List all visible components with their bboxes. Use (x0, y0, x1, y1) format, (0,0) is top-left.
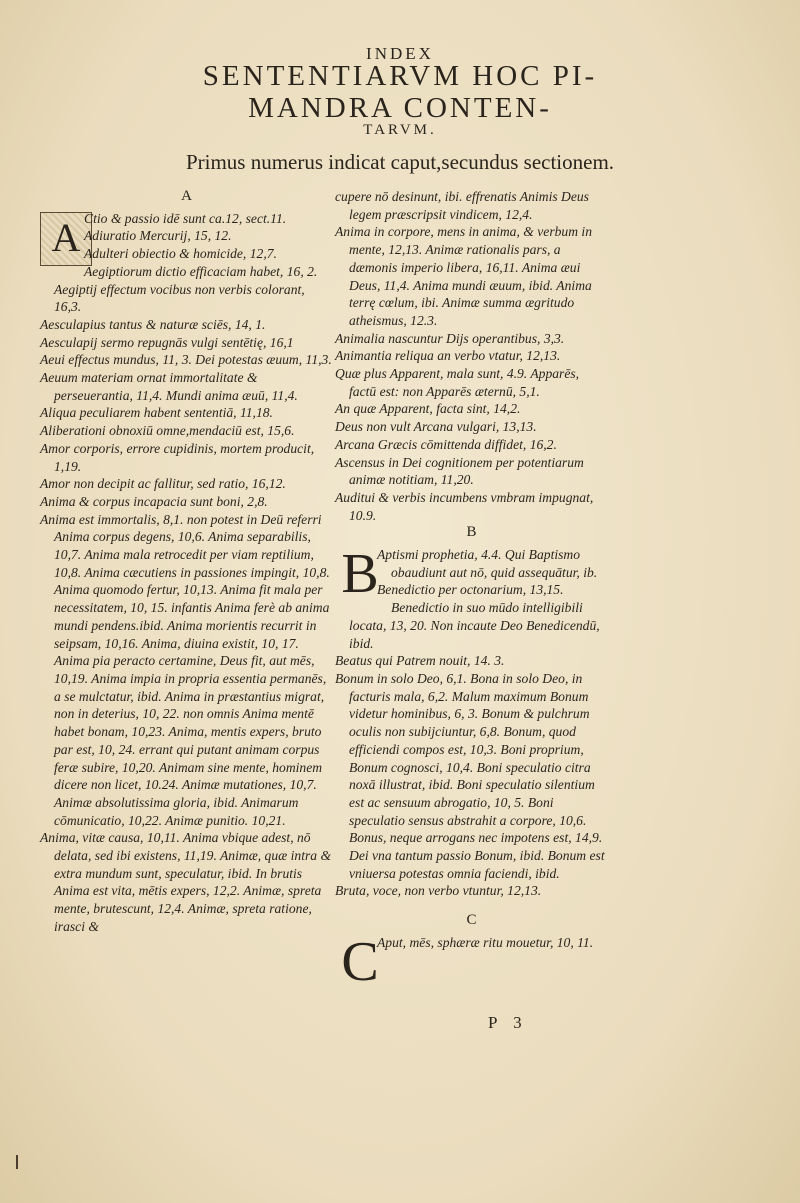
index-entry: Aptismi prophetia, 4.4. Qui Baptismo obaudiunt aut nō, quid assequātur, ib. (377, 547, 598, 580)
dropcap-a: A (40, 212, 92, 266)
index-entry: Ctio & passio idē sunt ca.12, sect.11. (84, 210, 287, 226)
index-entry: Aliqua peculiarem habent sententiā, 11,18. (40, 405, 273, 421)
section-letter-a: A (181, 188, 192, 204)
subtitle: Primus numerus indicat caput,secundus sectionem. (185, 150, 615, 174)
index-entry: An quæ Apparent, facta sint, 14,2. (335, 401, 521, 417)
edge-mark (16, 1155, 18, 1169)
index-entry: Aeui effectus mundus, 11, 3. Dei potestas æuum, 11,3. (40, 352, 332, 368)
index-entry: Quæ plus Apparent, mala sunt, 4.9. Apparēs, factū est: non Apparēs æternū, 5,1. (335, 366, 580, 399)
index-entry: Aesculapius tantus & naturæ sciēs, 14, 1. (40, 316, 266, 332)
title-line-3: TARVM. (363, 122, 437, 138)
index-entry: Beatus qui Patrem nouit, 14. 3. (335, 653, 505, 669)
section-b-block (335, 543, 608, 900)
index-entry: Anima & corpus incapacia sunt boni, 2,8. (40, 493, 268, 509)
left-column (40, 188, 333, 936)
index-entry: Animalia nascuntur Dijs operantibus, 3,3. (335, 330, 565, 346)
index-entry: Bonum in solo Deo, 6,1. Bona in solo Deo, in facturis mala, 6,2. Malum maximum Bonum videtur hominibus, 6, 3. Bonum & pulchrum oculis non subijciuntur, 6,8. Bonum, quod efficiendi compos est, 10,3. Boni proprium, Bonum cognosci, 10,4. Boni speculatio citra noxā illustrat, ibid. Boni speculatio silentium est ac sensuum abrogatio, 10, 5. Boni speculatio sensus abstrahit a corpore, 10,6. Bonus, neque arrogans nec impotens est, 14,9. Dei vna tantum passio Bonum, ibid. Bonum est vniuersa potestas omnia faciendi, ibid. (335, 670, 605, 881)
dropcap-c: C (341, 930, 379, 993)
index-entry: Adiuratio Mercurij, 15, 12. (84, 228, 232, 244)
index-heading: INDEX (366, 44, 434, 63)
index-entry: Adulteri obiectio & homicide, 12,7. (84, 246, 277, 262)
index-entry: Ascensus in Dei cognitionem per potentiarum animæ notitiam, 11,20. (335, 454, 584, 488)
index-entry: Aesculapij sermo repugnās vulgi sentētię, 16,1 (40, 334, 294, 350)
section-letter-b: B (466, 524, 477, 541)
index-entry: Bruta, voce, non verbo vtuntur, 12,13. (335, 883, 542, 899)
index-entry: Arcana Græcis cōmittenda diffidet, 16,2. (335, 436, 557, 452)
index-entry: Anima in corpore, mens in anima, & verbum in mente, 12,13. Animæ rationalis pars, a dæmonis imperio libera, 16,11. Anima æui Deus, 11,4. Anima mundi æuum, ibid. Anima terrę cœlum, ibi. Animæ summa ægritudo atheismus, 12.3. (335, 224, 592, 328)
section-a-block (40, 210, 333, 936)
index-entry: Deus non vult Arcana vulgari, 13,13. (335, 419, 537, 435)
index-entry: Benedictio per octonarium, 13,15. Benedictio in suo mūdo intelligibili locata, 13, 20. Non incaute Deo Benedicendū, ibid. (349, 582, 600, 651)
index-entry: Animantia reliqua an verbo vtatur, 12,13. (335, 348, 561, 364)
index-entry: Aliberationi obnoxiū omne,mendaciū est, 15,6. (40, 423, 295, 439)
index-entry: Amor non decipit ac fallitur, sed ratio, 16,12. (40, 476, 286, 492)
index-entry: Aput, mēs, sphæræ ritu mouetur, 10, 11. (377, 934, 594, 950)
index-entry: Aegiptiorum dictio efficaciam habet, 16, 2. Aegiptij effectum vocibus non verbis colorant, 16,3. (54, 263, 318, 315)
section-c-block (335, 930, 608, 993)
index-entry: Aeuum materiam ornat immortalitate & perseuerantia, 11,4. Mundi anima æuū, 11,4. (40, 370, 298, 403)
signature-mark: P 3 (488, 1013, 528, 1032)
index-entry: Anima, vitæ causa, 10,11. Anima vbique adest, nō delata, sed ibi existens, 11,19. Animæ, quæ intra & extra mundum sunt, speculatur, ibid. In brutis Anima est vita, mētis expers, 12,2. Animæ, spreta mente, brutescunt, 12,4. Animæ, spreta ratione, irasci & (40, 830, 332, 934)
dropcap-b: B (341, 543, 379, 606)
index-entry: Auditui & verbis incumbens vmbram impugnat, 10.9. (335, 489, 594, 523)
title-line-1: SENTENTIARVM HOC PI- (202, 60, 598, 92)
index-entry: cupere nō desinunt, ibi. effrenatis Animis Deus legem præscripsit vindicem, 12,4. (335, 189, 589, 222)
index-entry: Amor corporis, errore cupidinis, mortem producit, 1,19. (40, 440, 315, 474)
title-line-2: MANDRA CONTEN- (248, 92, 552, 124)
index-entry: Anima est immortalis, 8,1. non potest in Deū referri Anima corpus degens, 10,6. Anima separabilis, 10,7. Anima mala retrocedit per viam reptilium, 10,8. Anima cæcutiens in passiones impingit, 10,8. Anima quomodo fertur, 10,13. Anima fit mala per necessitatem, 10, 15. infantis Anima ferè ab anima mundi pendens.ibid. Anima morientis recurrit in seipsam, 10,16. Anima, diuina existit, 10, 17. Anima pia peracto certamine, Deus fit, aut mēs, 10,19. Anima impia in propria essentia permanēs, a se mulctatur, ibid. Anima in præstantius migrat, non in deterius, 10, 22. non omnis Anima mentē habet bonam, 10,23. Anima, mentis expers, bruto par est, 10, 24. errant qui putant animam corpus feræ subire, 10,20. Animam sine mente, hominem dicere non licet, 10.24. Animæ mutationes, 10,7. Animæ absolutissima gloria, ibid. Animarum cōmunicatio, 10,22. Animæ punitio. 10,21. (40, 511, 330, 828)
spacer (335, 900, 608, 912)
right-column (335, 188, 608, 993)
section-letter-c: C (466, 912, 477, 929)
